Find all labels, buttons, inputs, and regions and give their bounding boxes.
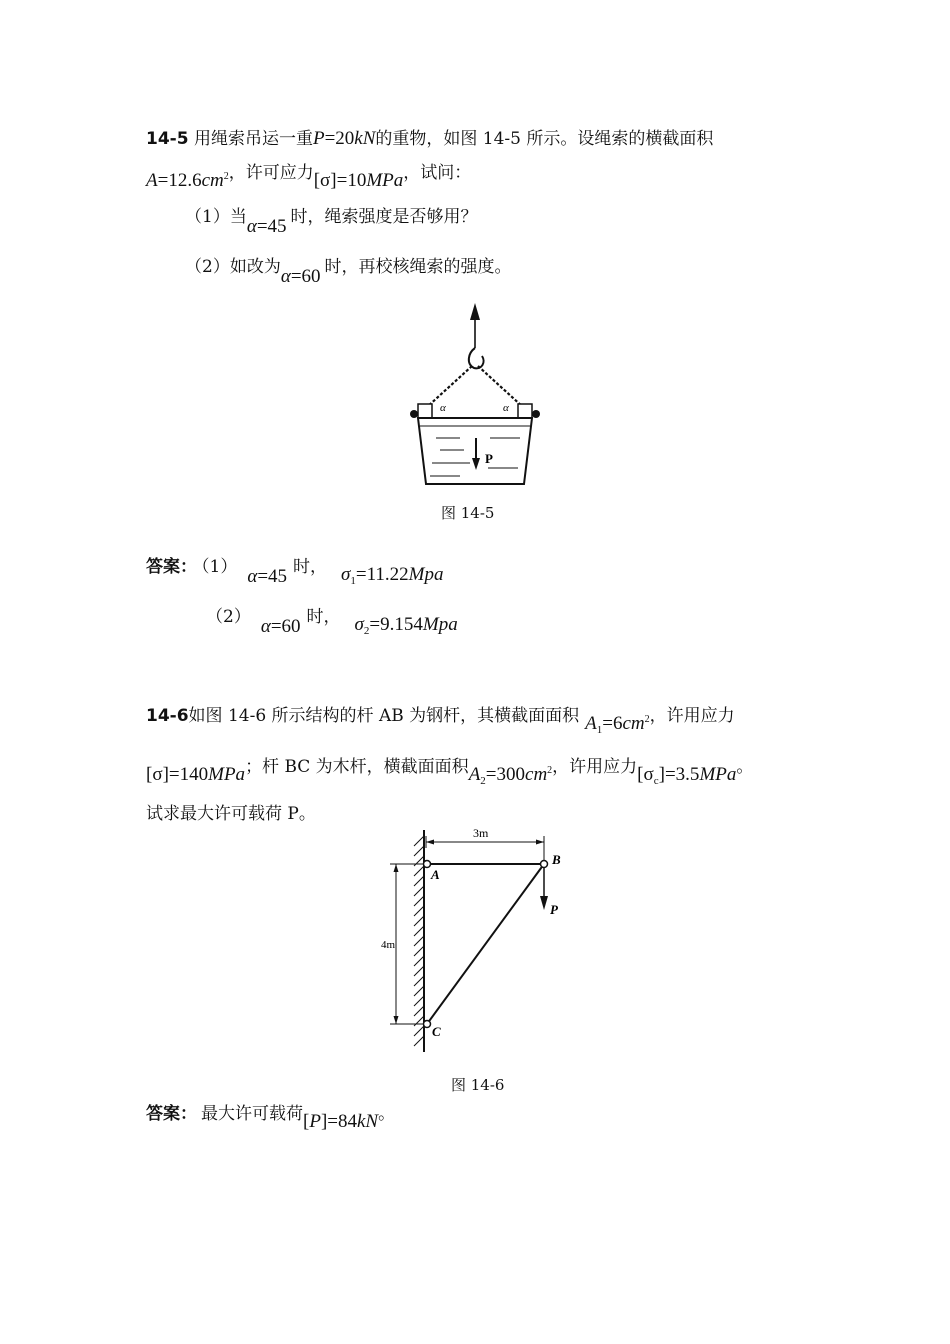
answer-label: 答案： <box>146 557 197 577</box>
fig-P-label: P <box>485 451 493 466</box>
fig-dim-3m: 3m <box>473 826 489 840</box>
problem-14-5-line1: 14-5 用绳索吊运一重P=20kN的重物，如图 14-5 所示。设绳索的横截面积 <box>146 128 714 149</box>
fig-alpha-left: α <box>440 402 446 414</box>
fig-node-B: B <box>552 852 561 867</box>
figure-14-6-truss <box>378 826 578 1056</box>
question-2: （2）如改为α=60 时，再校核绳索的强度。 <box>185 257 512 287</box>
problem-14-6-line2: [σ]=140MPa；杆 BC 为木杆，横截面面积$A_2=300cm^2$，许用应力$[\sigma_c]=3.5MPa$。 <box>146 757 754 787</box>
figure-14-5-caption: 图 14-5 <box>441 504 495 522</box>
problem-number: 14-5 <box>146 129 189 149</box>
fig-P-label: P <box>550 902 558 917</box>
answer-14-6: 答案： 最大许可载荷[P]=84kN。 <box>146 1104 396 1132</box>
figure-14-5-bucket <box>400 298 550 493</box>
figure-14-6-caption: 图 14-6 <box>451 1076 505 1094</box>
answer-label: 答案： <box>146 1104 197 1124</box>
fig-node-C: C <box>432 1024 441 1039</box>
answer-14-5-line1: 答案： （1） α=45 时， $\sigma_1=11.22Mpa$ <box>146 557 444 587</box>
problem-14-6-line3: 试求最大许可载荷 P。 <box>146 804 316 824</box>
problem-number: 14-6 <box>146 706 189 726</box>
problem-14-5-line2: $A=12.6cm^2$，许可应力[σ]=10MPa，试问： <box>146 163 472 191</box>
question-1: （1）当α=45 时，绳索强度是否够用？ <box>185 207 478 237</box>
problem-14-6-line1: 14-6如图 14-6 所示结构的杆 AB 为钢杆，其横截面面积 $A_1=6cm^2$，许用应力 <box>146 706 735 736</box>
answer-14-5-line2: （2） α=60 时， $\sigma_2=9.154Mpa$ <box>206 607 458 637</box>
fig-alpha-right: α <box>503 402 509 414</box>
fig-dim-4m: 4m <box>381 939 396 951</box>
fig-node-A: A <box>431 867 440 882</box>
